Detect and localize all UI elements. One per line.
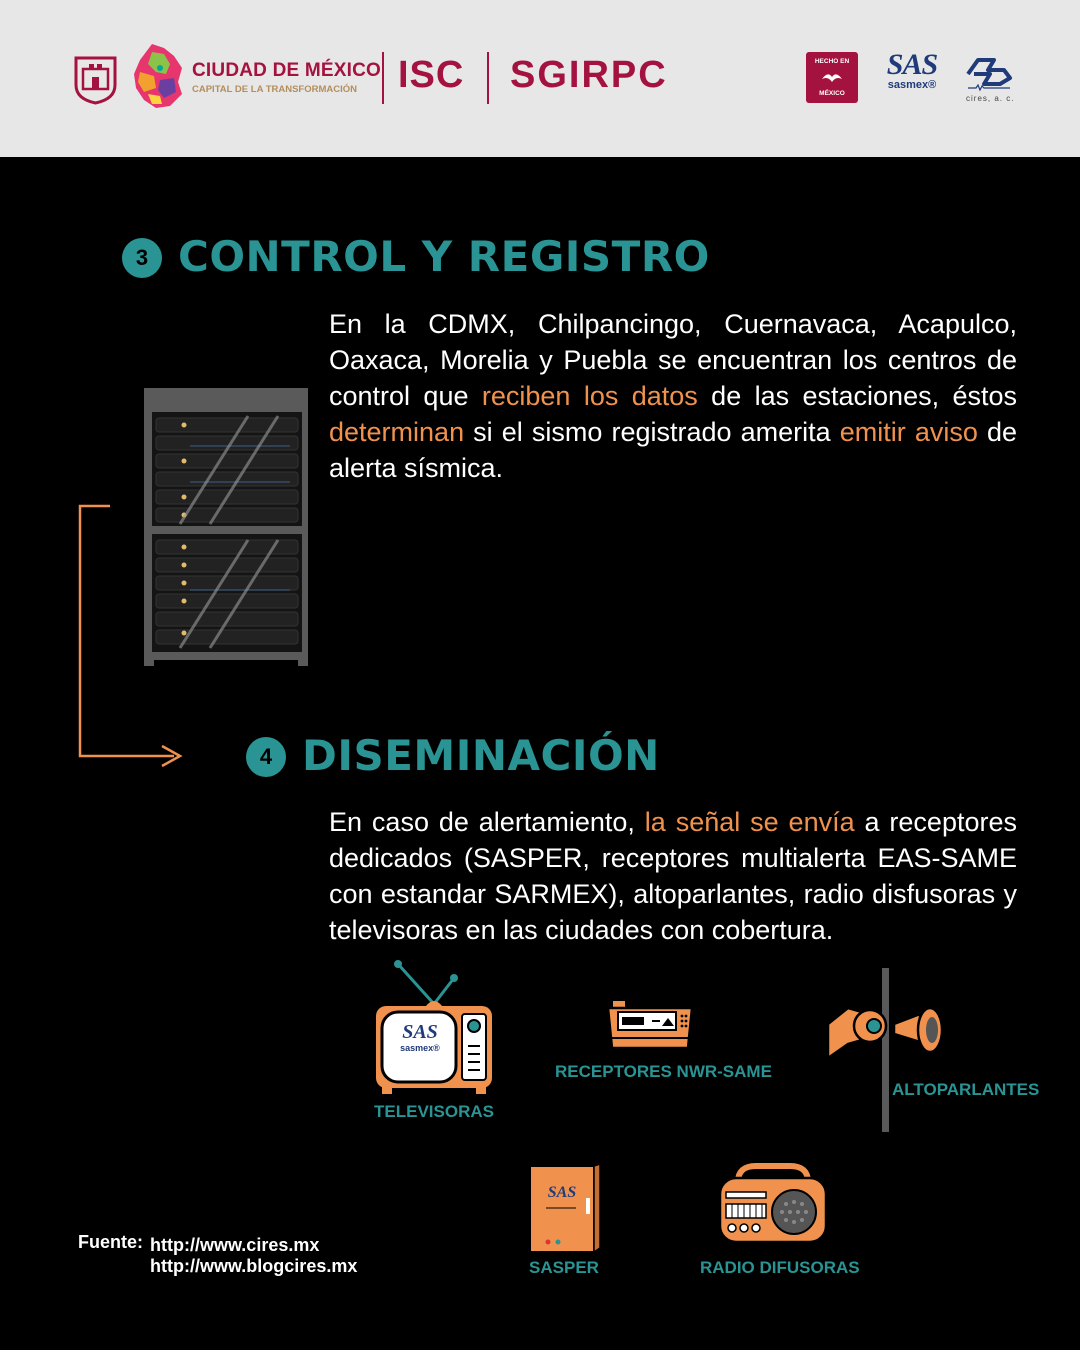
section-3-text-part: En la CDMX, Chilpancingo, Cuernavaca, Acapulco, Oaxaca, Morelia y Puebla se encuentran los centros de control que bbox=[329, 309, 1017, 411]
highlight-senal-se-envia: la señal se envía bbox=[644, 807, 855, 837]
section-4-text-part: En caso de alertamiento, bbox=[329, 807, 645, 837]
cdmx-title: CIUDAD DE MÉXICO bbox=[192, 60, 381, 81]
highlight-determinan: determinan bbox=[329, 417, 465, 447]
source-link-blogcires[interactable]: http://www.blogcires.mx bbox=[150, 1256, 358, 1276]
section-3-text-part: de las estaciones, éstos bbox=[697, 381, 1018, 411]
section-4-text bbox=[329, 804, 1017, 948]
eagle-icon bbox=[820, 69, 844, 85]
sasper-device-icon bbox=[528, 1162, 602, 1254]
hecho-en-mexico-logo bbox=[806, 52, 858, 103]
isc-logo-text: ISC bbox=[398, 54, 465, 96]
cdmx-map-logo bbox=[130, 42, 186, 110]
cires-logo-text: cires, a. c. bbox=[966, 94, 1015, 103]
nwr-receiver-icon bbox=[604, 998, 696, 1054]
section-3-text-part: de alerta sísmica. bbox=[329, 417, 1017, 483]
tv-screen-logo: SAS bbox=[402, 1021, 438, 1043]
section-3-title: CONTROL Y REGISTRO bbox=[178, 232, 710, 281]
tv-screen-logo-small: sasmex® bbox=[400, 1043, 440, 1053]
loudspeakers-icon bbox=[822, 966, 950, 1136]
sasper-logo: SAS bbox=[547, 1184, 577, 1201]
header-divider bbox=[487, 52, 489, 104]
sas-logo-big: SAS bbox=[886, 48, 938, 81]
radio-icon bbox=[716, 1162, 830, 1246]
cires-logo bbox=[964, 52, 1014, 92]
header-bar bbox=[0, 0, 1080, 157]
sas-sasmex-logo bbox=[880, 50, 944, 91]
hecho-line1: HECHO EN bbox=[814, 58, 850, 65]
sgirpc-logo-text: SGIRPC bbox=[510, 54, 668, 96]
label-receptores-nwr-same: RECEPTORES NWR-SAME bbox=[555, 1062, 772, 1081]
source-label: Fuente: bbox=[78, 1232, 143, 1252]
section-4-text-part: a receptores dedicados (SASPER, receptores multialerta EAS-SAME con estandar SARMEX), altoparlantes, radio disfusoras y televisoras en las ciudades con cobertura. bbox=[329, 807, 1017, 945]
cdmx-subtitle: CAPITAL DE LA TRANSFORMACIÓN bbox=[192, 84, 358, 95]
sas-logo-small: sasmex® bbox=[887, 79, 937, 91]
label-radio-difusoras: RADIO DIFUSORAS bbox=[700, 1258, 860, 1277]
section-3-text bbox=[329, 306, 1017, 486]
flow-arrow-connector bbox=[76, 504, 186, 769]
source-link-cires[interactable]: http://www.cires.mx bbox=[150, 1235, 320, 1255]
step-3-badge: 3 bbox=[122, 238, 162, 278]
section-3-text-part: si el sismo registrado amerita bbox=[464, 417, 840, 447]
section-4-title: DISEMINACIÓN bbox=[302, 731, 660, 780]
label-altoparlantes: ALTOPARLANTES bbox=[892, 1080, 1040, 1099]
hecho-line2: MÉXICO bbox=[819, 90, 845, 97]
header-divider bbox=[382, 52, 384, 104]
step-4-badge: 4 bbox=[246, 737, 286, 777]
highlight-reciben: reciben los datos bbox=[481, 381, 698, 411]
label-televisoras: TELEVISORAS bbox=[374, 1102, 494, 1121]
highlight-emitir-aviso: emitir aviso bbox=[839, 417, 978, 447]
cdmx-shield-logo bbox=[73, 55, 118, 105]
label-sasper: SASPER bbox=[529, 1258, 599, 1277]
